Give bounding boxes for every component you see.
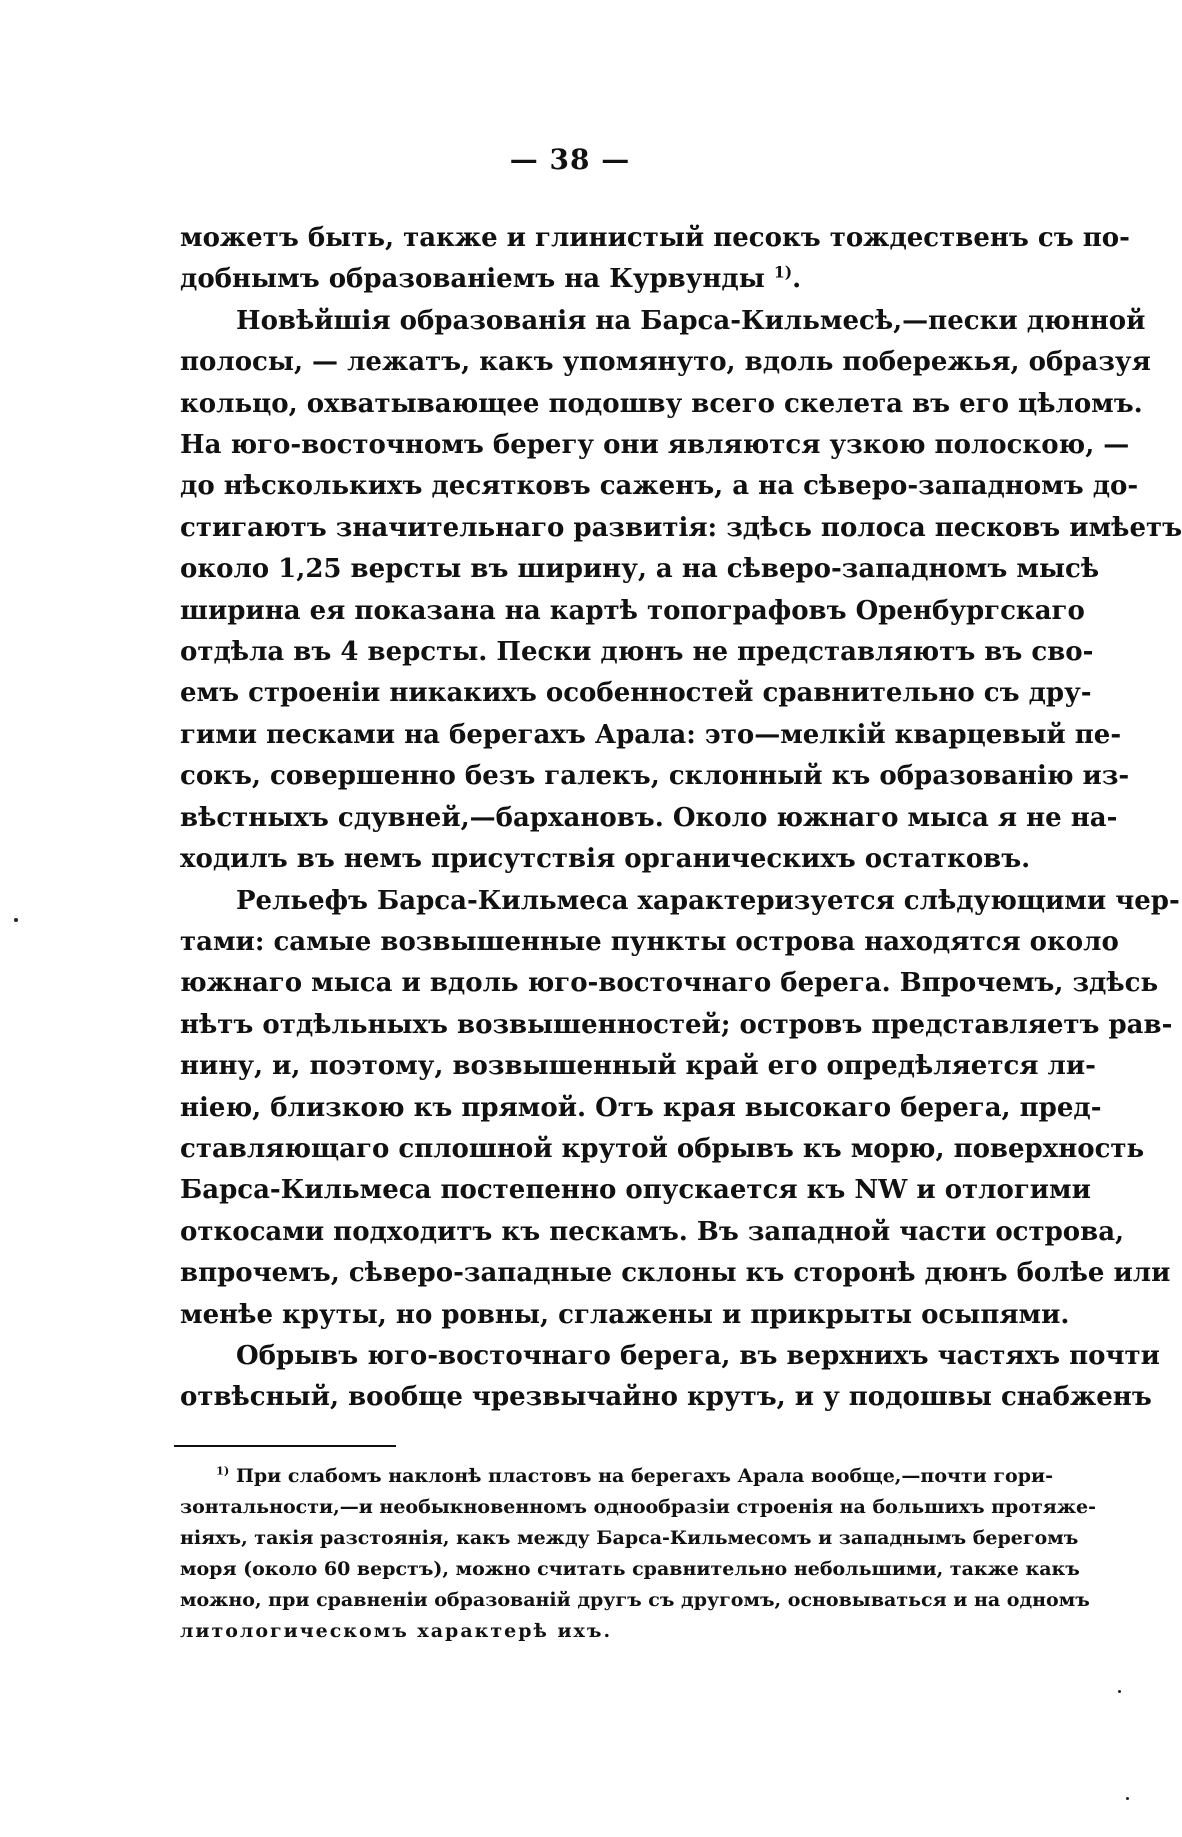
- footnote-line-text: При слабомъ наклонѣ пластовъ на берегахъ Арала вообще,—почти гори-: [235, 1465, 1053, 1487]
- body-line: емъ строеніи никакихъ особенностей сравнительно съ дру-: [180, 678, 1092, 709]
- footnote-divider: [174, 1445, 396, 1447]
- footnote-number: 1): [216, 1463, 230, 1478]
- body-line: Барса-Кильмеса постепенно опускается къ NW и отлогими: [180, 1175, 1091, 1206]
- body-line: Рельефъ Барса-Кильмеса характеризуется слѣдующими чер-: [236, 885, 1180, 916]
- body-line: отвѣсный, вообще чрезвычайно крутъ, и у подошвы снабженъ: [180, 1382, 1152, 1413]
- body-line: нину, и, поэтому, возвышенный край его опредѣляется ли-: [180, 1051, 1096, 1082]
- body-line: ширина ея показана на картѣ топографовъ Оренбургскаго: [180, 595, 1085, 626]
- page-number: — 38 —: [509, 143, 631, 176]
- body-line: ніею, близкою къ прямой. Отъ края высокаго берега, пред-: [180, 1092, 1102, 1123]
- body-line-text: добнымъ образованіемъ на Курвунды: [180, 264, 765, 295]
- body-line: отдѣла въ 4 версты. Пески дюнъ не представляютъ въ сво-: [180, 637, 1094, 668]
- body-line: Новѣйшія образованія на Барса-Кильмесѣ,—пески дюнной: [236, 305, 1146, 336]
- scan-speck: [14, 918, 18, 922]
- body-line: менѣе круты, но ровны, сглажены и прикрыты осыпями.: [180, 1299, 1070, 1330]
- body-line: вѣстныхъ сдувней,—бархановъ. Около южнаго мыса я не на-: [180, 802, 1118, 833]
- body-line: около 1,25 версты въ ширину, а на сѣверо-западномъ мысѣ: [180, 554, 1100, 585]
- footnote-line: можно, при сравненіи образованій другъ съ другомъ, основываться и на одномъ: [180, 1589, 1090, 1611]
- body-line: ходилъ въ немъ присутствія органическихъ остатковъ.: [180, 844, 1031, 875]
- body-line: гими песками на берегахъ Арала: это—мелкій кварцевый пе-: [180, 719, 1122, 750]
- body-line: южнаго мыса и вдоль юго-восточнаго берега. Впрочемъ, здѣсь: [180, 968, 1159, 999]
- body-text: [180, 218, 1182, 1419]
- footnote-line: [180, 1461, 1053, 1492]
- body-line: Обрывъ юго-восточнаго берега, въ верхнихъ частяхъ почти: [236, 1340, 1160, 1371]
- footnote-marker: 1): [773, 262, 793, 282]
- body-line: стигаютъ значительнаго развитія: здѣсь полоса песковъ имѣетъ: [180, 512, 1182, 543]
- footnote-line: литологическомъ характерѣ ихъ.: [180, 1620, 613, 1642]
- body-line: сокъ, совершенно безъ галекъ, склонный къ образованію из-: [180, 761, 1130, 792]
- footnote: [180, 1461, 1096, 1647]
- body-line: впрочемъ, сѣверо-западные склоны къ сторонѣ дюнъ болѣе или: [180, 1258, 1171, 1289]
- body-line: откосами подходитъ къ пескамъ. Въ западной части острова,: [180, 1216, 1125, 1247]
- body-line: добнымъ образованіемъ на Курвунды $^{1)}$.: [180, 262, 802, 295]
- footnote-line: зонтальности,—и необыкновенномъ однообразіи строенія на большихъ протяже-: [180, 1496, 1096, 1518]
- body-line: можетъ быть, также и глинистый песокъ тождественъ съ по-: [180, 223, 1130, 253]
- body-line: до нѣсколькихъ десятковъ саженъ, а на сѣверо-западномъ до-: [180, 471, 1139, 502]
- body-line: полосы, — лежатъ, какъ упомянуто, вдоль побережья, образуя: [180, 347, 1151, 378]
- body-line: На юго-восточномъ берегу они являются узкою полоскою, —: [180, 430, 1130, 461]
- footnote-line: ніяхъ, такія разстоянія, какъ между Барса-Кильмесомъ и западнымъ берегомъ: [180, 1527, 1079, 1549]
- body-line: нѣтъ отдѣльныхъ возвышенностей; островъ представляетъ рав-: [180, 1009, 1173, 1040]
- scan-speck: [1126, 1797, 1129, 1800]
- body-line: кольцо, охватывающее подошву всего скелета въ его цѣломъ.: [180, 388, 1143, 419]
- body-line: тами: самые возвышенные пункты острова находятся около: [180, 926, 1119, 957]
- footnote-line: моря (около 60 верстъ), можно считать сравнительно небольшими, также какъ: [180, 1558, 1080, 1580]
- scan-speck: [1118, 1690, 1121, 1693]
- body-line: ставляющаго сплошной крутой обрывъ къ морю, поверхность: [180, 1133, 1145, 1164]
